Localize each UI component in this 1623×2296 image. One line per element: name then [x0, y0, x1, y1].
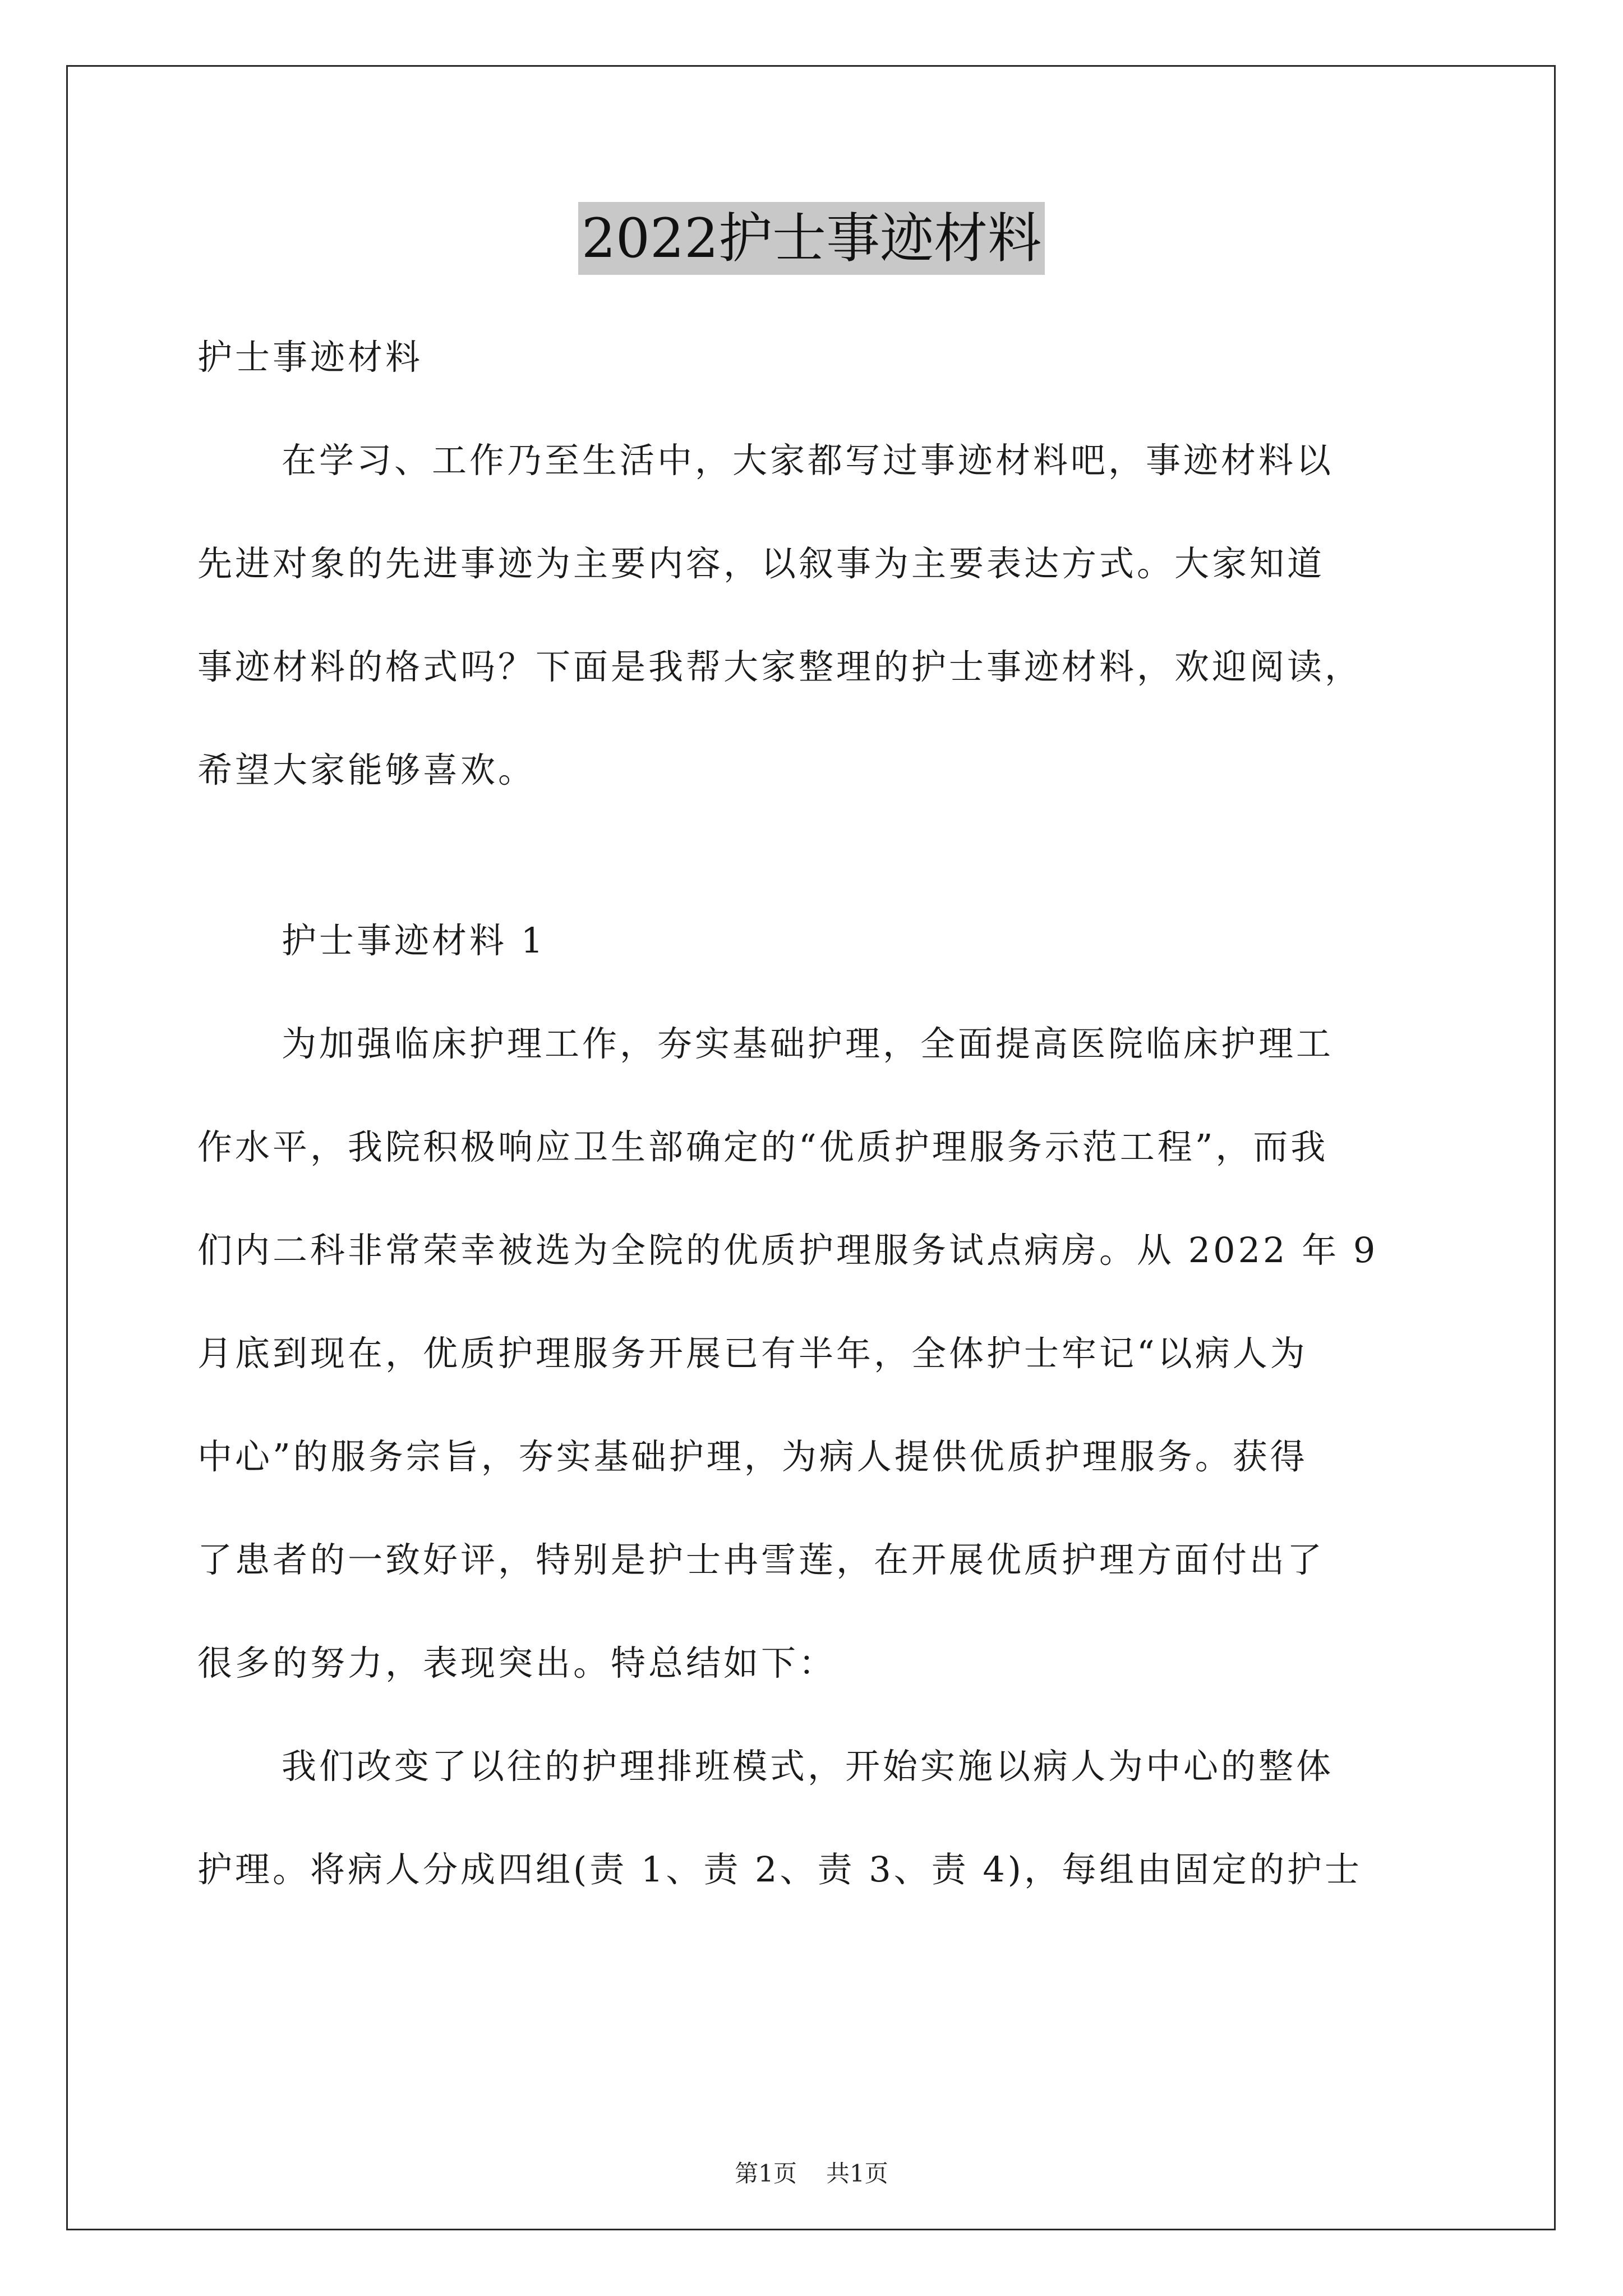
paragraph-line: 月底到现在，优质护理服务开展已有半年，全体护士牢记“以病人为 — [197, 1333, 1308, 1374]
subtitle: 护士事迹材料 — [197, 337, 423, 378]
section-gap — [197, 822, 1431, 889]
page-number: 第1页 — [735, 2160, 797, 2187]
paragraph-line: 护理。将病人分成四组(责 1、责 2、责 3、责 4)，每组由固定的护士 — [197, 1849, 1362, 1890]
paragraph-line: 们内二科非常荣幸被选为全院的优质护理服务试点病房。从 2022 年 9 — [197, 1230, 1378, 1271]
paragraph-line: 中心”的服务宗旨，夯实基础护理，为病人提供优质护理服务。获得 — [197, 1436, 1308, 1477]
intro-line: 在学习、工作乃至生活中，大家都写过事迹材料吧，事迹材料以 — [282, 440, 1334, 481]
intro-line: 希望大家能够喜欢。 — [197, 749, 536, 790]
intro-line: 先进对象的先进事迹为主要内容，以叙事为主要表达方式。大家知道 — [197, 543, 1325, 584]
paragraph-line: 很多的努力，表现突出。特总结如下： — [197, 1642, 837, 1683]
document-title: 2022护士事迹材料 — [578, 202, 1045, 275]
intro-line: 事迹材料的格式吗？下面是我帮大家整理的护士事迹材料，欢迎阅读， — [197, 646, 1363, 687]
paragraph-line: 作水平，我院积极响应卫生部确定的“优质护理服务示范工程”，而我 — [197, 1126, 1329, 1167]
paragraph-line: 我们改变了以往的护理排班模式，开始实施以病人为中心的整体 — [282, 1746, 1334, 1787]
page-total: 共1页 — [826, 2160, 888, 2187]
paragraph-line: 了患者的一致好评，特别是护士冉雪莲，在开展优质护理方面付出了 — [197, 1539, 1325, 1580]
section-heading: 护士事迹材料 1 — [282, 920, 546, 961]
paragraph-line: 为加强临床护理工作，夯实基础护理，全面提高医院临床护理工 — [282, 1023, 1334, 1064]
page-footer — [0, 2155, 1623, 2189]
document-body — [197, 306, 1431, 1921]
title-wrap — [0, 202, 1623, 275]
